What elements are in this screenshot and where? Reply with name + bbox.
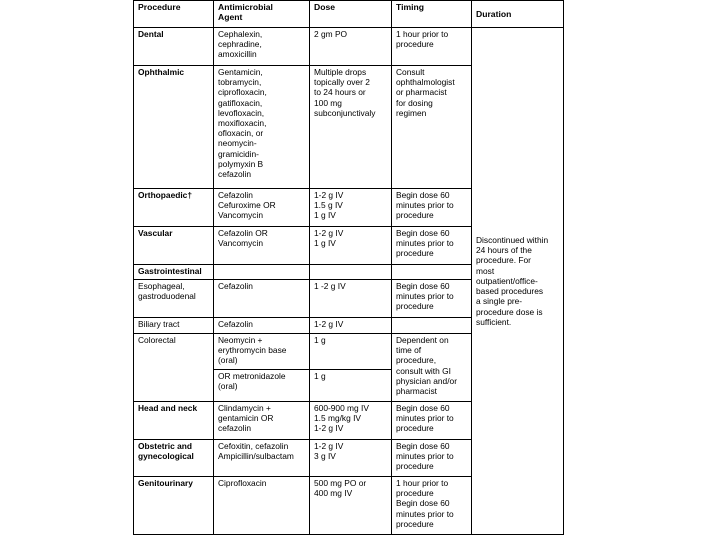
cell-timing: Begin dose 60 minutes prior to procedure (392, 189, 472, 227)
header-row (134, 1, 564, 28)
cell-dose: 1-2 g IV 3 g IV (310, 440, 392, 477)
header-duration: Duration (472, 1, 564, 28)
cell-procedure: Biliary tract (134, 318, 214, 334)
cell-dose: 1-2 g IV (310, 318, 392, 334)
cell-procedure: Obstetric and gynecological (134, 440, 214, 477)
cell-timing: Consult ophthalmologist or pharmacist for dosing regimen (392, 66, 472, 189)
cell-timing-empty (392, 318, 472, 334)
cell-dose-empty (310, 265, 392, 280)
cell-procedure: Head and neck (134, 402, 214, 440)
cell-agent: Cefoxitin, cefazolin Ampicillin/sulbactam (214, 440, 310, 477)
cell-dose: 1-2 g IV 1.5 g IV 1 g IV (310, 189, 392, 227)
table-row-dental (134, 28, 564, 66)
cell-agent: Cefazolin OR Vancomycin (214, 227, 310, 265)
cell-procedure: Ophthalmic (134, 66, 214, 189)
antimicrobial-prophylaxis-table (133, 0, 564, 535)
header-procedure: Procedure (134, 1, 214, 28)
cell-agent: Clindamycin + gentamicin OR cefazolin (214, 402, 310, 440)
cell-procedure: Colorectal (134, 334, 214, 402)
cell-timing-empty (392, 265, 472, 280)
cell-dose: 1-2 g IV 1 g IV (310, 227, 392, 265)
cell-timing: Begin dose 60 minutes prior to procedure (392, 440, 472, 477)
cell-dose: 2 gm PO (310, 28, 392, 66)
cell-timing: Dependent on time of procedure, consult with GI physician and/or pharmacist (392, 334, 472, 402)
cell-timing: Begin dose 60 minutes prior to procedure (392, 280, 472, 318)
cell-timing: 1 hour prior to procedure Begin dose 60 minutes prior to procedure (392, 477, 472, 535)
cell-procedure: Orthopaedic† (134, 189, 214, 227)
cell-agent: Cefazolin Cefuroxime OR Vancomycin (214, 189, 310, 227)
cell-dose: 1 -2 g IV (310, 280, 392, 318)
cell-procedure: Dental (134, 28, 214, 66)
cell-timing: Begin dose 60 minutes prior to procedure (392, 227, 472, 265)
cell-agent-empty (214, 265, 310, 280)
cell-dose: 600-900 mg IV 1.5 mg/kg IV 1-2 g IV (310, 402, 392, 440)
cell-agent: OR metronidazole (oral) (214, 370, 310, 402)
cell-procedure: Genitourinary (134, 477, 214, 535)
cell-dose: 1 g (310, 334, 392, 370)
cell-agent: Ciprofloxacin (214, 477, 310, 535)
cell-dose: Multiple drops topically over 2 to 24 hours or 100 mg subconjunctivaly (310, 66, 392, 189)
header-agent: Antimicrobial Agent (214, 1, 310, 28)
cell-timing: Begin dose 60 minutes prior to procedure (392, 402, 472, 440)
cell-dose: 500 mg PO or 400 mg IV (310, 477, 392, 535)
cell-procedure: Vascular (134, 227, 214, 265)
cell-dose: 1 g (310, 370, 392, 402)
cell-procedure: Gastrointestinal (134, 265, 214, 280)
cell-duration: Discontinued within 24 hours of the procedure. For most outpatient/office- based procedures a single pre- procedure dose is sufficient. (472, 28, 564, 535)
cell-agent: Cefazolin (214, 318, 310, 334)
cell-agent: Neomycin + erythromycin base (oral) (214, 334, 310, 370)
cell-agent: Cephalexin, cephradine, amoxicillin (214, 28, 310, 66)
header-dose: Dose (310, 1, 392, 28)
cell-procedure: Esophageal, gastroduodenal (134, 280, 214, 318)
cell-timing: 1 hour prior to procedure (392, 28, 472, 66)
header-timing: Timing (392, 1, 472, 28)
cell-agent: Gentamicin, tobramycin, ciprofloxacin, gatifloxacin, levofloxacin, moxifloxacin, ofloxacin, or neomycin- gramicidin- polymyxin B cefazolin (214, 66, 310, 189)
cell-agent: Cefazolin (214, 280, 310, 318)
